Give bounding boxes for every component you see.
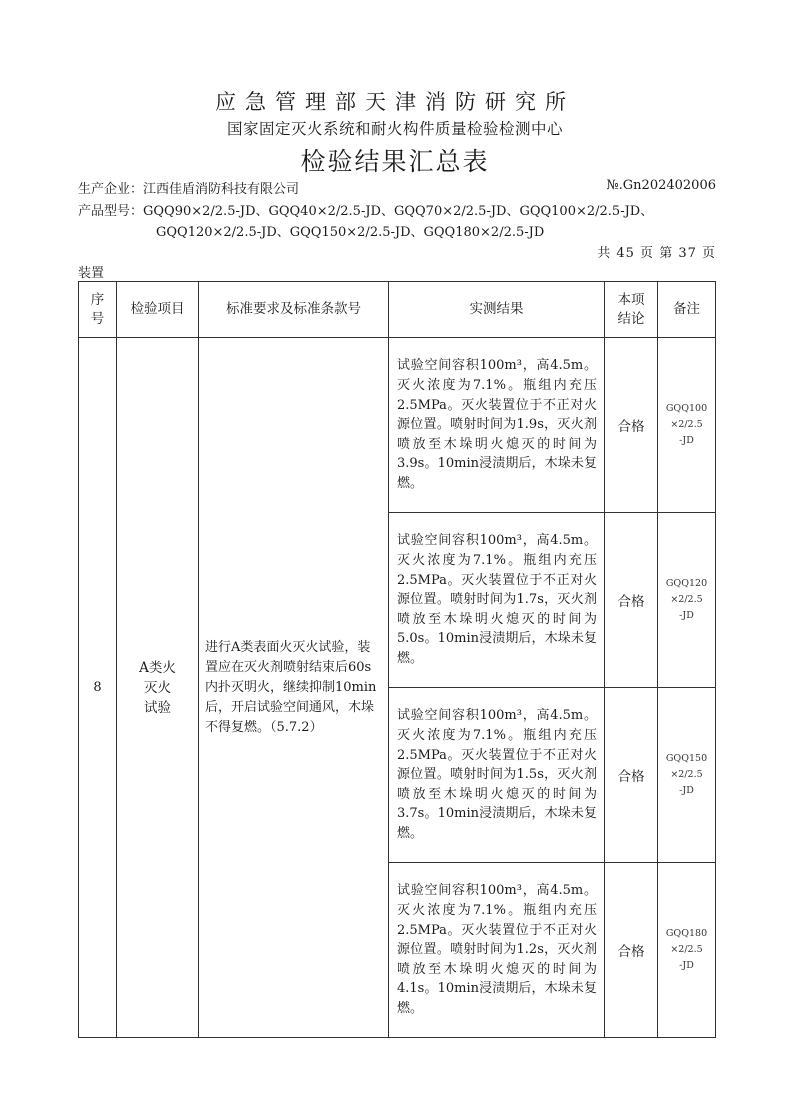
remark-line-1: GQQ120: [665, 578, 708, 589]
remark-line-1: GQQ100: [665, 403, 708, 414]
verdict-cell: 合格: [605, 688, 658, 863]
remark-line-3: -JD: [679, 610, 694, 621]
test-item-cell: [117, 338, 199, 1038]
header-verdict: [605, 282, 658, 338]
remark-line-3: -JD: [679, 435, 694, 446]
org-name-line-2: 国家固定灭火系统和耐火构件质量检验检测中心: [226, 120, 563, 138]
test-item-line-2: 灭火: [144, 679, 171, 696]
verdict-cell: 合格: [605, 513, 658, 688]
result-cell: 试验空间容积100m³，高4.5m。灭火浓度为7.1%。瓶组内充压2.5MPa。灭火装置位于不正对火源位置。喷射时间为1.9s，灭火剂喷放至木垛明火熄灭的时间为3.9s。10min浸渍期后，木垛未复燃。: [389, 338, 605, 513]
product-model-line-1: 产品型号：GQQ90×2/2.5-JD、GQQ40×2/2.5-JD、GQQ70×2/2.5-JD、GQQ100×2/2.5-JD、: [78, 204, 654, 219]
remark-line-3: -JD: [679, 960, 694, 971]
section-label: 装置: [78, 266, 105, 281]
remark-line-2: ×2/2.5: [670, 419, 703, 430]
manufacturer: 生产企业：江西佳盾消防科技有限公司: [78, 182, 300, 197]
header-seq-line-1: 序: [90, 291, 105, 308]
table-header-row: [79, 282, 716, 338]
header-remark: 备注: [658, 282, 716, 338]
verdict-cell: 合格: [605, 863, 658, 1038]
result-cell: 试验空间容积100m³，高4.5m。灭火浓度为7.1%。瓶组内充压2.5MPa。灭火装置位于不正对火源位置。喷射时间为1.2s，灭火剂喷放至木垛明火熄灭的时间为4.1s。10min浸渍期后，木垛未复燃。: [389, 863, 605, 1038]
standard-cell: 进行A类表面火灭火试验，装置应在灭火剂喷射结束后60s内扑灭明火，继续抑制10min后，开启试验空间通风，木垛不得复燃。（5.7.2）: [199, 338, 389, 1038]
header-item: 检验项目: [117, 282, 199, 338]
result-cell: 试验空间容积100m³，高4.5m。灭火浓度为7.1%。瓶组内充压2.5MPa。灭火装置位于不正对火源位置。喷射时间为1.5s，灭火剂喷放至木垛明火熄灭的时间为3.7s。10min浸渍期后，木垛未复燃。: [389, 688, 605, 863]
remark-line-2: ×2/2.5: [670, 769, 703, 780]
remark-line-2: ×2/2.5: [670, 944, 703, 955]
verdict-cell: 合格: [605, 338, 658, 513]
results-table: [78, 281, 716, 1038]
header-verdict-line-2: 结论: [617, 310, 645, 327]
remark-line-1: GQQ150: [665, 753, 708, 764]
remark-cell: [658, 863, 716, 1038]
remark-cell: [658, 513, 716, 688]
document-title: 检验结果汇总表: [300, 147, 490, 176]
header-result: 实测结果: [389, 282, 605, 338]
remark-line-3: -JD: [679, 785, 694, 796]
remark-line-2: ×2/2.5: [670, 594, 703, 605]
test-item-line-1: A类火: [139, 659, 176, 676]
product-model-line-2: GQQ120×2/2.5-JD、GQQ150×2/2.5-JD、GQQ180×2/2.5-JD: [156, 225, 545, 240]
document-number: №.Gn202402006: [606, 178, 716, 193]
result-cell: 试验空间容积100m³，高4.5m。灭火浓度为7.1%。瓶组内充压2.5MPa。灭火装置位于不正对火源位置。喷射时间为1.7s，灭火剂喷放至木垛明火熄灭的时间为5.0s。10min浸渍期后，木垛未复燃。: [389, 513, 605, 688]
table-row: [79, 338, 716, 513]
header-seq: [79, 282, 117, 338]
remark-cell: [658, 338, 716, 513]
org-name-line-1: 应急管理部天津消防研究所: [215, 90, 575, 114]
page-info: 共 45 页 第 37 页: [597, 246, 716, 261]
remark-line-1: GQQ180: [665, 928, 708, 939]
header-verdict-line-1: 本项: [617, 291, 645, 308]
seq-cell: 8: [79, 338, 117, 1038]
test-item-line-3: 试验: [144, 699, 171, 716]
remark-cell: [658, 688, 716, 863]
header-standard: 标准要求及标准条款号: [199, 282, 389, 338]
header-seq-line-2: 号: [90, 310, 105, 327]
